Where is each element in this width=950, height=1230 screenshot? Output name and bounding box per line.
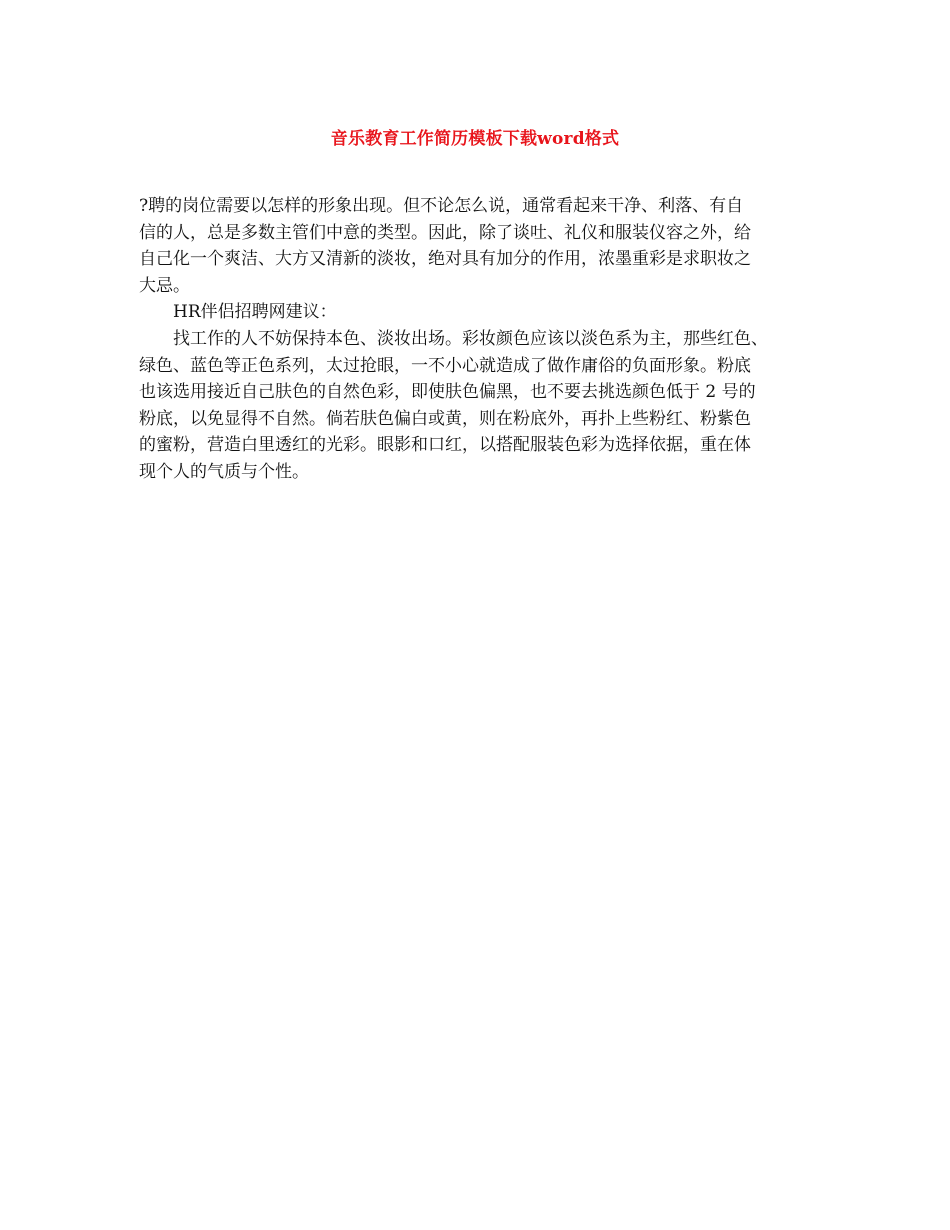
paragraph-3-line-1: 找工作的人不妨保持本色、淡妆出场。彩妆颜色应该以淡色系为主，那些红色、 bbox=[173, 328, 768, 349]
document-body bbox=[139, 193, 819, 486]
document-title: 音乐教育工作简历模板下载word格式 bbox=[330, 129, 620, 149]
paragraph-3-line-6: 现个人的气质与个性。 bbox=[139, 461, 309, 482]
paragraph-1-line-2: 信的人，总是多数主管们中意的类型。因此，除了谈吐、礼仪和服装仪容之外，给 bbox=[139, 222, 751, 243]
paragraph-1-line-4: 大忌。 bbox=[139, 275, 190, 296]
paragraph-3-line-3: 也该选用接近自己肤色的自然色彩，即使肤色偏黑，也不要去挑选颜色低于 2 号的 bbox=[139, 382, 756, 403]
paragraph-1-line-1: ?聘的岗位需要以怎样的形象出现。但不论怎么说，通常看起来干净、利落、有自 bbox=[139, 196, 744, 216]
paragraph-2-line-1: HR伴侣招聘网建议： bbox=[173, 302, 337, 323]
paragraph-1-line-3: 自己化一个爽洁、大方又清新的淡妆，绝对具有加分的作用，浓墨重彩是求职妆之 bbox=[139, 249, 751, 270]
paragraph-3-line-2: 绿色、蓝色等正色系列，太过抢眼，一不小心就造成了做作庸俗的负面形象。粉底 bbox=[139, 355, 751, 376]
paragraph-3-line-5: 的蜜粉，营造白里透红的光彩。眼影和口红，以搭配服装色彩为选择依据，重在体 bbox=[139, 435, 751, 456]
paragraph-3-line-4: 粉底，以免显得不自然。倘若肤色偏白或黄，则在粉底外，再扑上些粉红、粉紫色 bbox=[139, 408, 751, 429]
